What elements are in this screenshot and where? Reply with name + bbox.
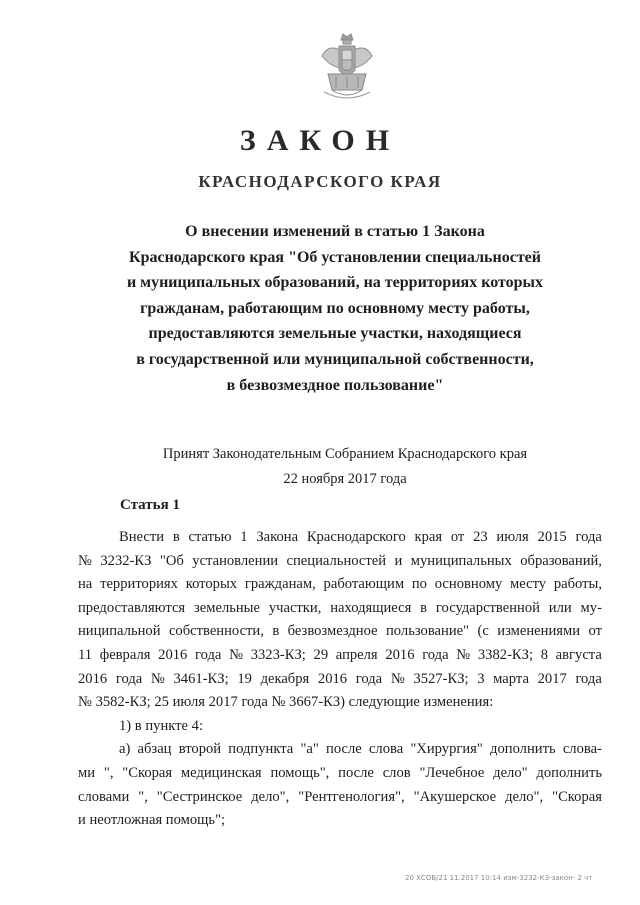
adoption-date: 22 ноября 2017 года bbox=[283, 471, 407, 487]
text-line: на территориях которых гражданам, работающим по основному месту работы, bbox=[78, 576, 602, 593]
article-title: Статья 1 bbox=[120, 497, 180, 513]
text-line: № 3232-КЗ "Об установлении специальностей и муниципальных образований, bbox=[78, 552, 602, 569]
text-line: № 3582-КЗ; 25 июля 2017 года № 3667-КЗ) следующие изменения: bbox=[78, 694, 494, 711]
adoption-note bbox=[100, 442, 590, 492]
text-line: 11 февраля 2016 года № 3323-КЗ; 29 апреля 2016 года № 3382-КЗ; 8 августа bbox=[78, 646, 602, 663]
text-line: предоставляются земельные участки, находящиеся в государственной или му- bbox=[78, 599, 602, 616]
text-line: ниципальной собственности, в безвозмездное пользование" (с изменениями от bbox=[78, 623, 602, 640]
heading-line: в государственной или муниципальной собственности, bbox=[136, 350, 534, 368]
region-title: КРАСНОДАРСКОГО КРАЯ bbox=[198, 172, 442, 191]
heading-line: и муниципальных образований, на территориях которых bbox=[126, 274, 544, 292]
list-item: 1) в пункте 4: bbox=[119, 717, 204, 734]
file-footer: 20 ХСОВ/21 11.2017 10:14 изм-3232-КЗ-закон- 2 чт bbox=[405, 874, 593, 882]
text-line: а) абзац второй подпункта "а" после слова "Хирургия" дополнить слова- bbox=[119, 741, 602, 758]
heading-line: гражданам, работающим по основному месту работы, bbox=[140, 299, 530, 317]
heading-line: предоставляются земельные участки, находящиеся bbox=[148, 325, 522, 343]
article-body bbox=[78, 526, 602, 833]
text-line: Внести в статью 1 Закона Краснодарского края от 23 июля 2015 года bbox=[119, 529, 602, 545]
law-title: ЗАКОН bbox=[239, 124, 401, 157]
law-heading bbox=[100, 219, 570, 398]
text-line: 2016 года № 3461-КЗ; 19 декабря 2016 года № 3527-КЗ; 3 марта 2017 года bbox=[78, 670, 602, 687]
text-line: словами ", "Сестринское дело", "Рентгенология", "Акушерское дело", "Скорая bbox=[78, 788, 602, 805]
text-line: и неотложная помощь"; bbox=[78, 812, 226, 829]
text-line: ми ", "Скорая медицинская помощь", после слов "Лечебное дело" дополнить bbox=[78, 764, 602, 781]
coat-of-arms-icon bbox=[318, 30, 376, 104]
adoption-line: Принят Законодательным Собранием Краснодарского края bbox=[162, 446, 528, 462]
heading-line: О внесении изменений в статью 1 Закона bbox=[185, 223, 485, 240]
heading-line: в безвозмездное пользование" bbox=[226, 376, 444, 394]
heading-line: Краснодарского края "Об установлении специальностей bbox=[128, 248, 541, 266]
